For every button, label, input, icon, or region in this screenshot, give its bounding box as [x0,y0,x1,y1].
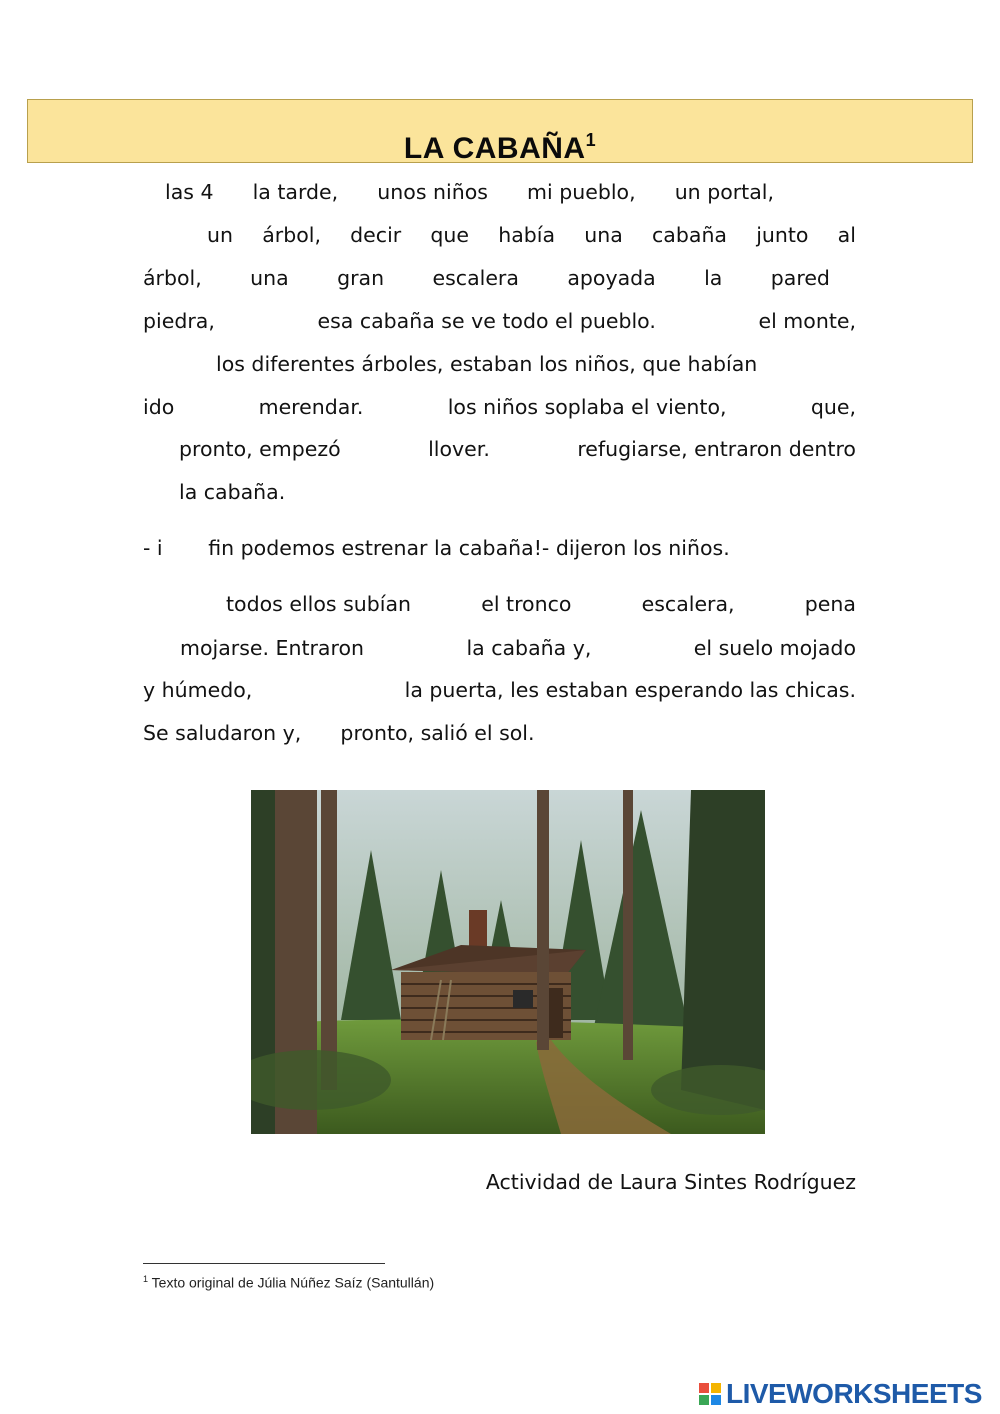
page-title [28,100,972,189]
footnote [143,1274,434,1291]
text-line [143,393,856,421]
text-fragment: y húmedo, [143,678,253,702]
text-fragment: pared [770,266,830,290]
text-fragment: junto [756,223,809,247]
text-fragment: un portal, [635,180,774,204]
text-fragment: cabaña [652,223,727,247]
text-line [143,719,856,747]
title-banner [27,99,973,163]
text-fragment: pronto, empezó [179,437,341,461]
footnote-divider [143,1263,385,1264]
text-fragment: que, [810,395,856,419]
text-fragment: los niños soplaba el viento, [447,395,727,419]
text-fragment: una [250,266,289,290]
dialogue-line: - i fin podemos estrenar la cabaña!- dijeron los niños. [143,536,730,560]
text-fragment: la puerta, les estaban esperando las chicas. [404,678,856,702]
title-footnote-mark: 1 [585,130,597,150]
text-fragment: pena [804,592,856,616]
text-fragment: la cabaña y, [466,636,592,660]
text-fragment: había [498,223,556,247]
text-fragment: decir [350,223,402,247]
text-line [143,264,830,292]
liveworksheets-logo[interactable] [698,1374,982,1414]
footnote-text: Texto original de Júlia Núñez Saíz (Santullán) [148,1274,435,1291]
text-fragment: el tronco [481,592,572,616]
text-fragment: todos ellos subían [226,592,412,616]
text-fragment: merendar. [258,395,364,419]
text-line [143,478,892,506]
text-line [143,435,856,463]
text-fragment: escalera [432,266,519,290]
text-fragment: un [207,223,233,247]
text-fragment: árbol, [262,223,321,247]
text-fragment: las 4 [165,180,214,204]
text-fragment: pronto, salió el sol. [301,721,535,745]
text-line [143,307,856,335]
text-fragment: árbol, [143,266,202,290]
text-fragment: una [584,223,623,247]
text-line [143,634,856,662]
text-fragment: escalera, [641,592,735,616]
text-fragment: piedra, [143,309,215,333]
text-fragment: llover. [428,437,490,461]
text-fragment: apoyada [567,266,656,290]
text-fragment: mi pueblo, [487,180,636,204]
text-fragment: ido [143,395,175,419]
text-fragment: gran [337,266,385,290]
text-fragment: refugiarse, entraron dentro [577,437,856,461]
text-fragment: que [430,223,470,247]
brand-name: LIVEWORKSHEETS [726,1378,982,1409]
text-fragment: esa cabaña se ve todo el pueblo. [317,309,656,333]
text-line [143,350,856,378]
text-fragment: los diferentes árboles, estaban los niños, que habían [216,352,758,376]
author-credit: Actividad de Laura Sintes Rodríguez [485,1170,856,1194]
text-fragment: la [704,266,723,290]
title-text: LA CABAÑA [403,132,586,165]
text-fragment: la cabaña. [179,480,286,504]
cabin-forest-illustration [251,790,765,1134]
text-fragment: unos niños [338,180,488,204]
text-line [143,178,856,206]
liveworksheets-logo-icon [698,1382,722,1406]
text-fragment: el suelo mojado [693,636,856,660]
text-line [143,221,856,249]
text-fragment: Se saludaron y, [143,721,302,745]
text-line [143,590,856,618]
text-fragment: el monte, [758,309,856,333]
footnote-mark: 1 [143,1274,149,1284]
text-fragment: mojarse. Entraron [180,636,365,660]
text-fragment: al [837,223,856,247]
text-fragment: la tarde, [213,180,339,204]
text-line [143,676,856,704]
cabin-photo [251,790,765,1134]
